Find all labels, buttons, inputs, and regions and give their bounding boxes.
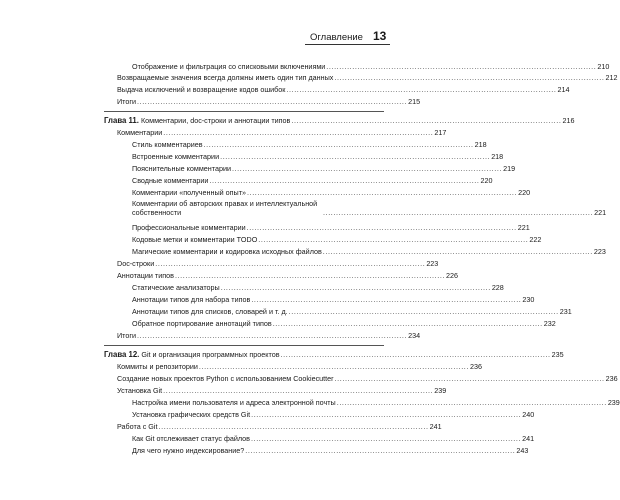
toc-entry-page: 239	[434, 386, 447, 395]
toc-entry-page: 216	[562, 116, 575, 125]
dot-leader: ........................................................................................................	[251, 434, 522, 443]
dot-leader: ........................................................................................................	[137, 331, 408, 340]
toc-entry-label: Работа с Git	[117, 422, 158, 431]
dot-leader: ........................................................................................................	[231, 164, 503, 173]
toc-entry-label: Возвращаемые значения всегда должны иметь один тип данных	[117, 73, 334, 82]
toc-entry-page: 236	[605, 374, 618, 383]
toc-entry-label: Профессиональные комментарии	[132, 223, 246, 232]
toc-entry-page: 235	[551, 350, 564, 359]
toc-entry-page: 215	[408, 97, 421, 106]
toc-entry[interactable]	[117, 73, 618, 82]
toc-entry[interactable]	[132, 223, 530, 232]
dot-leader: ........................................................................................................	[336, 398, 607, 407]
toc-entry-page: 234	[408, 331, 421, 340]
toc-entry-page: 231	[559, 307, 572, 316]
dot-leader: ........................................................................................................	[286, 85, 557, 94]
dot-leader: ........................................................................................................	[247, 188, 518, 197]
chapter-number: Глава 11.	[104, 116, 139, 125]
toc-entry-page: 228	[491, 283, 504, 292]
running-head-title: Оглавление	[310, 32, 363, 43]
toc-entry[interactable]	[117, 331, 421, 340]
toc-entry[interactable]	[132, 446, 529, 455]
toc-entry[interactable]	[117, 259, 439, 268]
dot-leader: ........................................................................................................	[155, 259, 426, 268]
toc-entry-page: 223	[593, 247, 606, 256]
dot-leader: ........................................................................................................	[323, 208, 594, 217]
dot-leader: ........................................................................................................	[322, 247, 593, 256]
toc-entry-page: 220	[518, 188, 531, 197]
dot-leader: ........................................................................................................	[174, 271, 446, 280]
toc-entry-page: 236	[470, 362, 482, 371]
toc-entry-label: Аннотации типов для списков, словарей и т. д.	[132, 307, 288, 316]
toc-entry-page: 232	[543, 319, 556, 328]
toc-entry-label: Установка Git	[117, 386, 163, 395]
dot-leader: ........................................................................................................	[246, 223, 517, 232]
dot-leader: ........................................................................................................	[245, 446, 516, 455]
toc-entry-page: 214	[557, 85, 570, 94]
toc-entry-page: 230	[522, 295, 535, 304]
toc-entry-label: Магические комментарии и кодировка исходных файлов	[132, 247, 322, 256]
toc-entry[interactable]	[117, 97, 421, 106]
toc-entry-page: 221	[594, 208, 607, 217]
toc-entry[interactable]	[117, 422, 442, 431]
toc-entry-label: Комментарии «полученный опыт»	[132, 188, 246, 197]
toc-entry-label: Итоги	[117, 331, 137, 340]
toc-entry[interactable]	[117, 85, 570, 94]
toc-entry-label	[104, 350, 280, 359]
toc-entry-label: Doc-строки	[117, 259, 155, 268]
toc-entry-page: 222	[529, 235, 542, 244]
toc-entry[interactable]	[132, 295, 535, 304]
toc-entry-label: Пояснительные комментарии	[132, 164, 231, 173]
toc-entry-label: Стиль комментариев	[132, 140, 203, 149]
toc-entry[interactable]	[132, 319, 556, 328]
toc-entry-label: Аннотации типов	[117, 271, 174, 280]
toc-entry[interactable]	[132, 62, 610, 71]
toc-entry-page: 241	[429, 422, 442, 431]
toc-entry-page: 210	[597, 62, 610, 71]
toc-entry-page: 218	[474, 140, 487, 149]
toc-entry-page: 226	[446, 271, 459, 280]
toc-entry[interactable]	[132, 164, 516, 173]
toc-entry-page: 239	[607, 398, 620, 407]
toc-entry-label: Коммиты и репозитории	[117, 362, 198, 371]
toc-entry[interactable]	[117, 128, 447, 137]
toc-entry-page: 243	[516, 446, 529, 455]
toc-entry[interactable]	[132, 235, 542, 244]
toc-entry[interactable]	[132, 152, 504, 161]
dot-leader: ........................................................................................................	[251, 295, 522, 304]
toc-entry[interactable]	[117, 362, 482, 371]
dot-leader: ........................................................................................................	[137, 97, 408, 106]
toc-entry-label: Комментарии об авторских правах и интеллектуальной собственности	[132, 199, 318, 217]
toc-entry-page: 223	[426, 259, 439, 268]
toc-entry-label: Комментарии	[117, 128, 163, 137]
dot-leader: ........................................................................................................	[220, 283, 491, 292]
dot-leader: ........................................................................................................	[158, 422, 429, 431]
toc-entry-label: Статические анализаторы	[132, 283, 220, 292]
dot-leader: ........................................................................................................	[203, 140, 474, 149]
toc-entry[interactable]	[132, 176, 493, 185]
toc-entry[interactable]	[132, 199, 607, 217]
dot-leader: ........................................................................................................	[288, 307, 559, 316]
toc-entry[interactable]	[117, 386, 447, 395]
dot-leader: ........................................................................................................	[334, 374, 605, 383]
toc-entry-label: Отображение и фильтрация со списковыми включениями	[132, 62, 326, 71]
toc-entry-page: 212	[605, 73, 618, 82]
toc-entry[interactable]	[117, 271, 459, 280]
dot-leader: ........................................................................................................	[251, 410, 522, 419]
dot-leader: ........................................................................................................	[258, 235, 529, 244]
toc-entry-page: 221	[517, 223, 530, 232]
dot-leader: ........................................................................................................	[220, 152, 491, 161]
toc-entry-page: 219	[503, 164, 516, 173]
dot-leader: ........................................................................................................	[198, 362, 469, 371]
chapter-title: Комментарии, doc-строки и аннотации типов	[140, 116, 291, 125]
toc-entry[interactable]	[117, 374, 618, 383]
toc-entry-label: Выдача исключений и возвращение кодов ошибок	[117, 85, 286, 94]
dot-leader: ........................................................................................................	[334, 73, 605, 82]
toc-entry-label	[104, 116, 290, 125]
toc-entry-label: Настройка имени пользователя и адреса электронной почты	[132, 398, 336, 407]
toc-entry-label: Как Git отслеживает статус файлов	[132, 434, 251, 443]
toc-entry-label: Обратное портирование аннотаций типов	[132, 319, 272, 328]
dot-leader: ........................................................................................................	[272, 319, 543, 328]
toc-entry-label: Создание новых проектов Python с использованием Cookiecutter	[117, 374, 334, 383]
toc-entry-page: 218	[491, 152, 504, 161]
toc-entry-label: Установка графических средств Git	[132, 410, 251, 419]
toc-entry[interactable]	[132, 283, 504, 292]
dot-leader: ........................................................................................................	[291, 116, 562, 125]
toc-entry-label: Встроенные комментарии	[132, 152, 220, 161]
dot-leader: ........................................................................................................	[163, 386, 434, 395]
chapter-divider	[104, 345, 384, 346]
toc-chapter-entry[interactable]	[104, 116, 575, 125]
toc-entry[interactable]	[132, 188, 531, 197]
chapter-title: Git и организация программных проектов	[141, 350, 280, 359]
toc-entry[interactable]	[132, 410, 535, 419]
toc-entry[interactable]	[132, 434, 535, 443]
toc-entry-label: Сводные комментарии	[132, 176, 209, 185]
toc-entry[interactable]	[132, 398, 620, 407]
dot-leader: ........................................................................................................	[209, 176, 480, 185]
toc-entry[interactable]	[132, 307, 572, 316]
dot-leader: ........................................................................................................	[163, 128, 434, 137]
toc-entry[interactable]	[132, 247, 606, 256]
toc-entry-label: Для чего нужно индексирование?	[132, 446, 245, 455]
toc-entry-page: 241	[522, 434, 535, 443]
dot-leader: ........................................................................................................	[326, 62, 597, 71]
toc-entry-label: Аннотации типов для набора типов	[132, 295, 251, 304]
toc-entry-page: 240	[522, 410, 535, 419]
chapter-divider	[104, 111, 384, 112]
toc-entry-page: 220	[480, 176, 493, 185]
toc-entry-label: Кодовые метки и комментарии TODO	[132, 235, 258, 244]
toc-entry-label: Итоги	[117, 97, 137, 106]
chapter-number: Глава 12.	[104, 350, 140, 359]
dot-leader: ........................................................................................................	[280, 350, 551, 359]
toc-entry[interactable]	[132, 140, 487, 149]
toc-entry-page: 217	[434, 128, 447, 137]
page-number: 13	[373, 29, 387, 43]
toc-chapter-entry[interactable]	[104, 350, 564, 359]
